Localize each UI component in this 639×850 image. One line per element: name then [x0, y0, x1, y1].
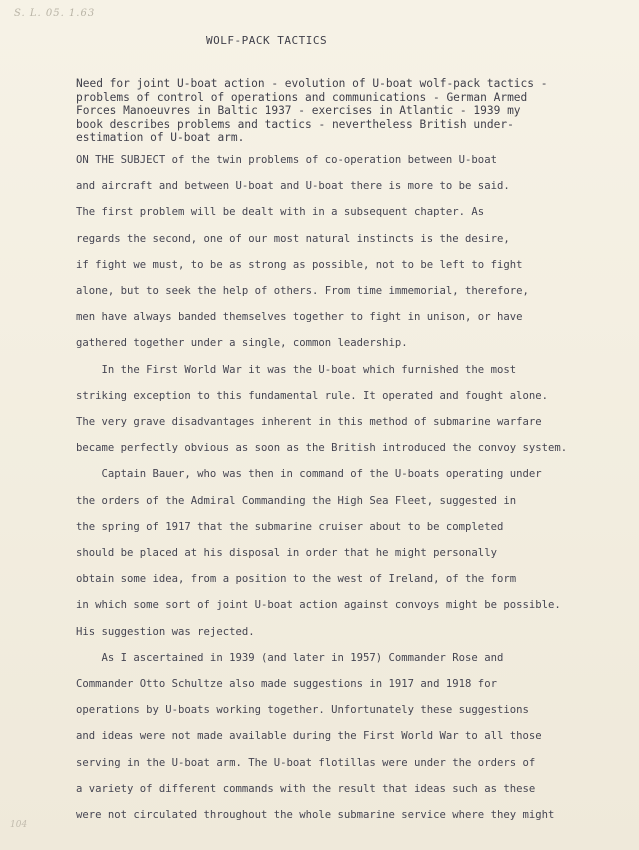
summary-line: estimation of U-boat arm. — [76, 131, 245, 145]
body-line: His suggestion was rejected. — [76, 625, 255, 638]
body-line: As I ascertained in 1939 (and later in 1957) Commander Rose and — [76, 651, 504, 664]
body-line: Commander Otto Schultze also made suggestions in 1917 and 1918 for — [76, 678, 497, 690]
summary-line: Need for joint U-boat action - evolution of U-boat wolf-pack tactics - — [76, 77, 548, 90]
page-title: WOLF-PACK TACTICS — [206, 34, 328, 47]
body-line: if fight we must, to be as strong as possible, not to be left to fight — [76, 258, 523, 271]
body-line: In the First World War it was the U-boat which furnished the most — [76, 363, 517, 376]
body-line: should be placed at his disposal in order that he might personally — [76, 547, 497, 559]
summary-line: problems of control of operations and communications - German Armed — [76, 90, 528, 104]
body-line: the orders of the Admiral Commanding the High Sea Fleet, suggested in — [76, 494, 517, 507]
body-line: were not circulated throughout the whole submarine service where they might — [76, 809, 555, 821]
summary-line: book describes problems and tactics - nevertheless British under- — [76, 117, 514, 131]
body-line: Captain Bauer, who was then in command of the U-boats operating under — [76, 468, 542, 481]
chapter-summary — [76, 77, 596, 145]
body-line: serving in the U-boat arm. The U-boat flotillas were under the orders of — [76, 756, 536, 769]
summary-line: Forces Manoeuvres in Baltic 1937 - exercises in Atlantic - 1939 my — [76, 104, 521, 118]
body-line: striking exception to this fundamental rule. It operated and fought alone. — [76, 389, 548, 402]
body-line: became perfectly obvious as soon as the British introduced the convoy system. — [76, 442, 568, 455]
body-line: alone, but to seek the help of others. From time immemorial, therefore, — [76, 285, 529, 297]
body-line: regards the second, one of our most natural instincts is the desire, — [76, 232, 510, 245]
body-line: gathered together under a single, common leadership. — [76, 337, 408, 350]
body-line: and ideas were not made available during the First World War to all those — [76, 730, 542, 743]
body-line: obtain some idea, from a position to the west of Ireland, of the form — [76, 573, 517, 586]
body-line: the spring of 1917 that the submarine cruiser about to be completed — [76, 520, 504, 533]
body-line: and aircraft and between U-boat and U-boat there is more to be said. — [76, 180, 510, 193]
body-line: operations by U-boats working together. Unfortunately these suggestions — [76, 704, 529, 717]
pencil-page-number: 104 — [10, 820, 28, 830]
body-line: The first problem will be dealt with in a subsequent chapter. As — [76, 206, 485, 219]
pencil-annotation: S. L. 05. 1.63 — [14, 8, 96, 19]
body-line: The very grave disadvantages inherent in this method of submarine warfare — [76, 416, 542, 428]
body-line: ON THE SUBJECT of the twin problems of co-operation between U-boat — [76, 154, 497, 166]
body-line: in which some sort of joint U-boat action against convoys might be possible. — [76, 599, 561, 612]
body-line: men have always banded themselves together to fight in unison, or have — [76, 311, 523, 324]
body-line: a variety of different commands with the result that ideas such as these — [76, 782, 536, 795]
